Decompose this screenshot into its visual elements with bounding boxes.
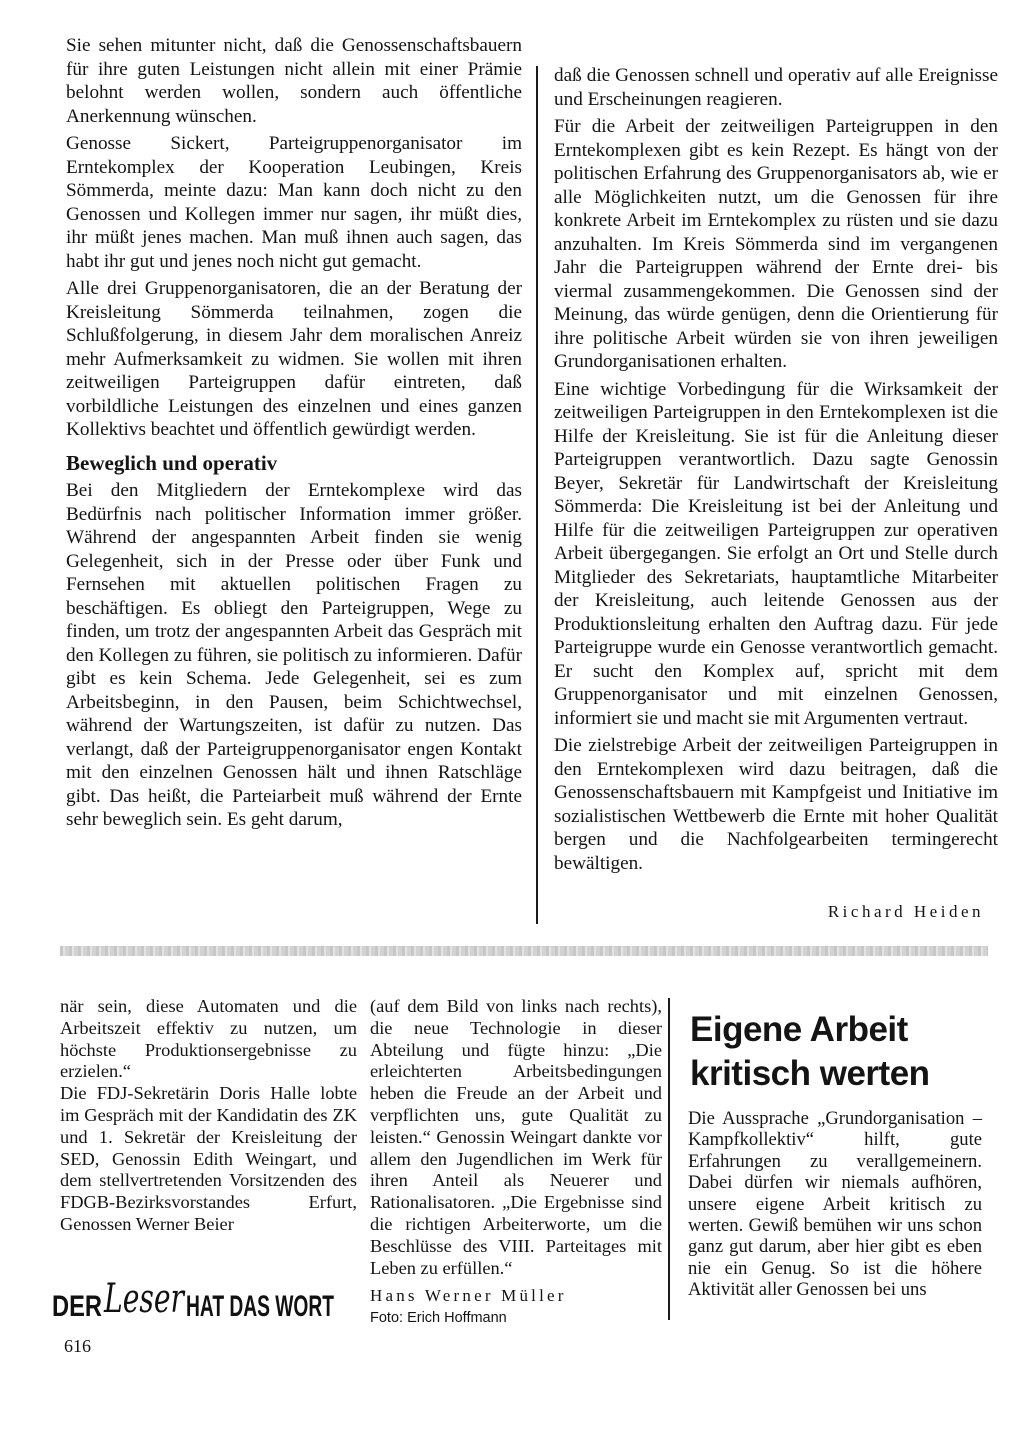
paragraph: Eine wichtige Vorbedingung für die Wirksamkeit der zeitweiligen Parteigruppen in den Erntekomplexen ist die Hilfe der Kreisleitung. Sie ist für die Anleitung dieser Parteigruppen verantwortlich. Dazu sagte Genossin Beyer, Sekretär für Landwirtschaft der Kreisleitung Sömmerda: Die Kreisleitung ist bei der Anleitung und Hilfe für die zeitweiligen Parteigruppen zur operativen Arbeit übergegangen. Sie erfolgt an Ort und Stelle durch Mitglieder des Sekretariats, hauptamtliche Mitarbeiter der Kreisleitung, auch leitende Genossen aus der Produktionsleitung erhalten den Auftrag dazu. Für jede Parteigruppe wurde ein Genosse verantwortlich gemacht. Er sucht den Komplex auf, spricht mit dem Gruppenorganisator und mit einzelnen Genossen, informiert sie und macht sie mit Argumenten vertraut.	[554, 378, 998, 729]
logo-text-hat-das-wort: HAT DAS WORT	[186, 1290, 334, 1323]
section-subheading: Beweglich und operativ	[66, 450, 278, 475]
paragraph: Alle drei Gruppenorganisatoren, die an der Beratung der Kreisleitung Sömmerda teilnahmen, zogen die Schlußfolgerung, in diesem Jahr dem moralischen Anreiz mehr Aufmerksamkeit zu widmen. Sie wollen mit ihren zeitweiligen Parteigruppen dafür eintreten, daß vorbildliche Leistungen des einzelnen und eines ganzen Kollektivs beachtet und öffentlich gewürdigt werden.	[66, 278, 522, 440]
section-divider-band	[60, 946, 988, 956]
article-right-body	[688, 1108, 982, 1301]
letter-author: Hans Werner Müller	[370, 1286, 567, 1306]
paragraph: daß die Genossen schnell und operativ auf alle Ereignisse und Erscheinungen reagieren.	[554, 65, 998, 110]
paragraph: Für die Arbeit der zeitweiligen Parteigruppen in den Erntekomplexen gibt es kein Rezept. Es hängt von der politischen Erfahrung des Gruppenorganisators ab, wie er alle Möglichkeiten nutzt, um die Genossen für ihre konkrete Arbeit im Erntekomplex zu rüsten und sie dazu anzuhalten. Im Kreis Sömmerda sind im vergangenen Jahr die Parteigruppen während der Ernte drei- bis viermal zusammengekommen. Die Genossen sind der Meinung, das würde genügen, denn die Orientierung für ihre politische Arbeit würden sie von ihren jeweiligen Grundorganisationen erhalten.	[554, 116, 998, 372]
article-heading	[690, 1008, 990, 1096]
column-divider	[536, 66, 538, 924]
paragraph: Sie sehen mitunter nicht, daß die Genossenschaftsbauern für ihre guten Leistungen nicht allein mit einer Prämie belohnt werden wollen, sondern auch öffentliche Anerkennung wünschen.	[66, 35, 522, 127]
logo-text-der: DER	[52, 1290, 103, 1323]
paragraph: Die zielstrebige Arbeit der zeitweiligen Parteigruppen in den Erntekomplexen wird dazu beitragen, daß die Genossenschaftsbauern mit Kampfgeist und Initiative im sozialistischen Wettbewerb die Ernte mit hoher Qualität bergen und die Nachfolgearbeiten termingerecht bewältigen.	[554, 735, 998, 874]
author-signature: Richard Heiden	[827, 902, 984, 921]
heading-line: Eigene Arbeit	[690, 1010, 908, 1049]
photo-credit: Foto: Erich Hoffmann	[370, 1310, 507, 1327]
article-column-left	[66, 34, 522, 832]
paragraph: Genosse Sickert, Parteigruppenorganisator im Erntekomplex der Kooperation Leubingen, Kreis Sömmerda, meinte dazu: Man kann doch nicht zu den Genossen und Kollegen immer nur sagen, ihr müßt dies, ihr müßt jenes machen. Man muß ihnen auch sagen, das habt ihr gut und jenes noch nicht gut gemacht.	[66, 133, 522, 272]
paragraph: Die FDJ-Sekretärin Doris Halle lobte im Gespräch mit der Kandidatin des ZK und 1. Sekretär der Kreisleitung der SED, Genossin Edith Weingart, und dem stellvertretenden Vorsitzenden des FDGB-Bezirksvorstandes Erfurt, Genossen Werner Beier	[60, 1083, 357, 1234]
letter-column-1	[60, 996, 357, 1236]
paragraph: Bei den Mitgliedern der Erntekomplexe wird das Bedürfnis nach politischer Information immer größer. Während der angespannten Arbeit finden sie wenig Gelegenheit, sich in der Presse oder über Funk und Fernsehen mit aktuellen politischen Fragen zu beschäftigen. Es obliegt den Parteigruppen, Wege zu finden, um trotz der angespannten Arbeit das Gespräch mit den Kollegen zu führen, sie politisch zu informieren. Dafür gibt es kein Schema. Jede Gelegenheit, sei es zum Arbeitsbeginn, in den Pausen, beim Schichtwechsel, während der Wartungszeiten, ist dafür zu nutzen. Das verlangt, daß der Parteigruppenorganisator engen Kontakt mit den einzelnen Genossen hält und ihnen Ratschläge gibt. Das heißt, die Parteiarbeit muß während der Ernte sehr beweglich sein. Es geht darum,	[66, 480, 522, 830]
column-divider	[668, 998, 670, 1320]
paragraph: när sein, diese Automaten und die Arbeitszeit effektiv zu nutzen, um höchste Produktionsergebnisse zu erzielen.“	[60, 996, 357, 1082]
page-number: 616	[64, 1336, 91, 1356]
article-column-right	[554, 64, 998, 875]
logo-script-leser: Leser	[103, 1276, 187, 1322]
heading-line: kritisch werten	[690, 1054, 930, 1093]
letter-column-2	[370, 996, 662, 1330]
leser-hat-das-wort-logo	[52, 1272, 336, 1324]
paragraph: Die Aussprache „Grundorganisation – Kampfkollektiv“ hilft, gute Erfahrungen zu verallgemeinern. Dabei dürfen wir niemals aufhören, unsere eigene Arbeit kritisch zu werten. Gewiß bemühen wir uns schon ganz gut darum, aber hier gibt es eben nie ein Genug. So ist die höhere Aktivität aller Genossen bei uns	[688, 1108, 982, 1301]
paragraph: (auf dem Bild von links nach rechts), die neue Technologie in dieser Abteilung und fügte hinzu: „Die erleichterten Arbeitsbedingungen heben die Freude an der Arbeit und verpflichten uns, gute Qualität zu leisten.“ Genossin Weingart dankte vor allem den Jugendlichen im Werk für ihren Anteil als Neuerer und Rationalisatoren. „Die Ergebnisse sind die richtigen Arbeiterworte, um die Beschlüsse des VIII. Parteitages mit Leben zu erfüllen.“	[370, 996, 662, 1278]
